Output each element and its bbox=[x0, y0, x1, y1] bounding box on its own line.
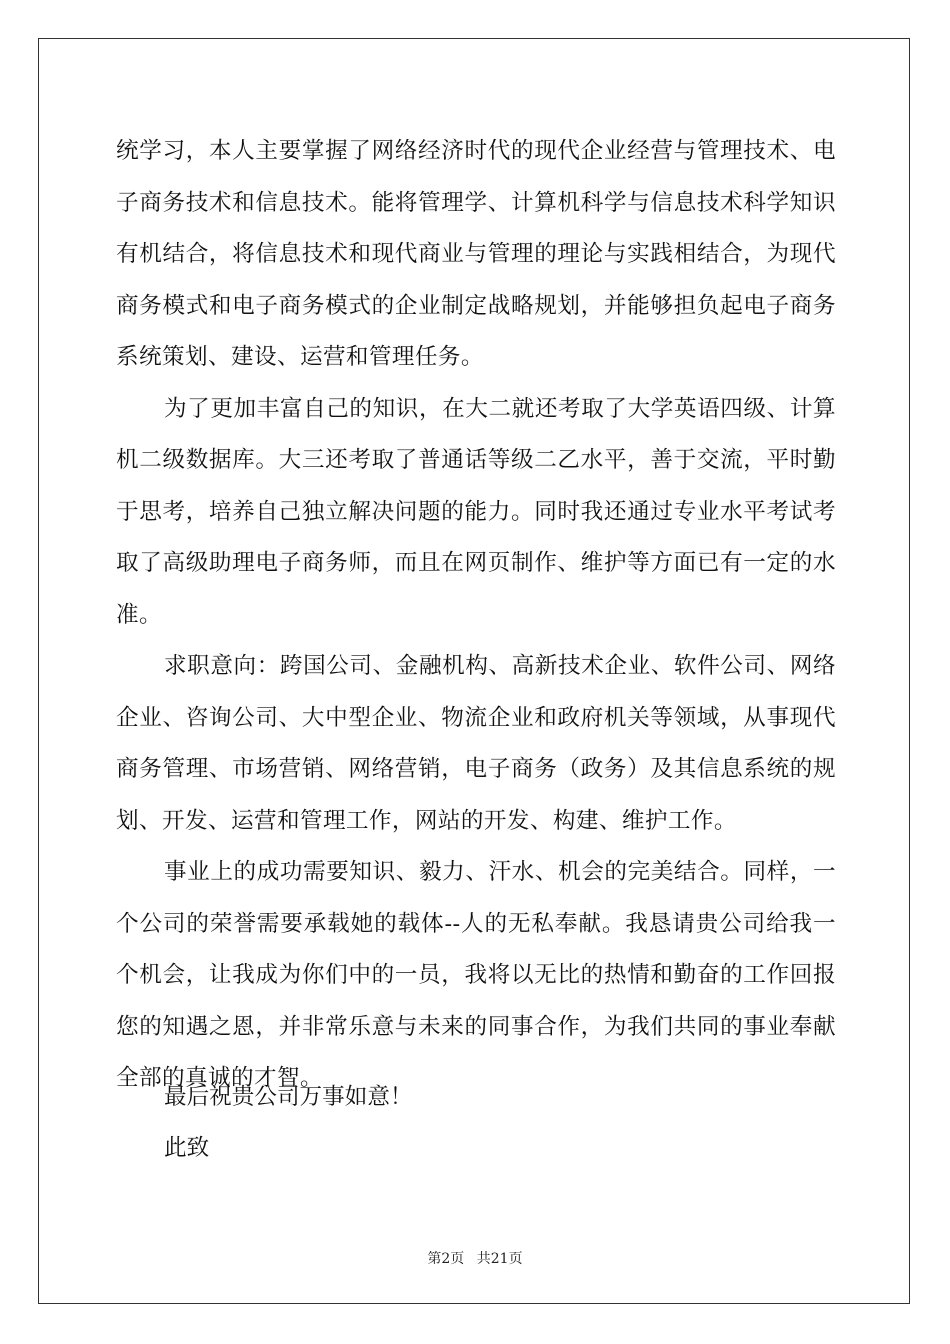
closing-salute: 此致 bbox=[164, 1135, 210, 1161]
paragraph-certificates: 为了更加丰富自己的知识，在大二就还考取了大学英语四级、计算机二级数据库。大三还考取了普通话等级二乙水平，善于交流，平时勤于思考，培养自己独立解决问题的能力。同时我还通过专业水平考试考取了高级助理电子商务师，而且在网页制作、维护等方面已有一定的水准。 bbox=[116, 395, 836, 628]
paragraph-job-intention: 求职意向：跨国公司、金融机构、高新技术企业、软件公司、网络企业、咨询公司、大中型企业、物流企业和政府机关等领域，从事现代商务管理、市场营销、网络营销，电子商务（政务）及其信息系统的规划、开发、运营和管理工作，网站的开发、构建、维护工作。 bbox=[116, 653, 836, 834]
closing-wish: 最后祝贵公司万事如意！ bbox=[164, 1084, 413, 1110]
page-number: 第2页 bbox=[427, 1251, 465, 1267]
page-footer bbox=[0, 1248, 950, 1268]
paragraph-request: 事业上的成功需要知识、毅力、汗水、机会的完美结合。同样，一个公司的荣誉需要承载她的载体--人的无私奉献。我恳请贵公司给我一个机会，让我成为你们中的一员，我将以无比的热情和勤奋的工作回报您的知遇之恩，并非常乐意与未来的同事合作，为我们共同的事业奉献全部的真诚的才智。 bbox=[116, 859, 836, 1091]
paragraph-education: 统学习，本人主要掌握了网络经济时代的现代企业经营与管理技术、电子商务技术和信息技术。能将管理学、计算机科学与信息技术科学知识有机结合，将信息技术和现代商业与管理的理论与实践相结合，为现代商务模式和电子商务模式的企业制定战略规划，并能够担负起电子商务系统策划、建设、运营和管理任务。 bbox=[116, 138, 836, 370]
page-total: 共21页 bbox=[476, 1251, 523, 1267]
letter-body bbox=[116, 126, 836, 1105]
